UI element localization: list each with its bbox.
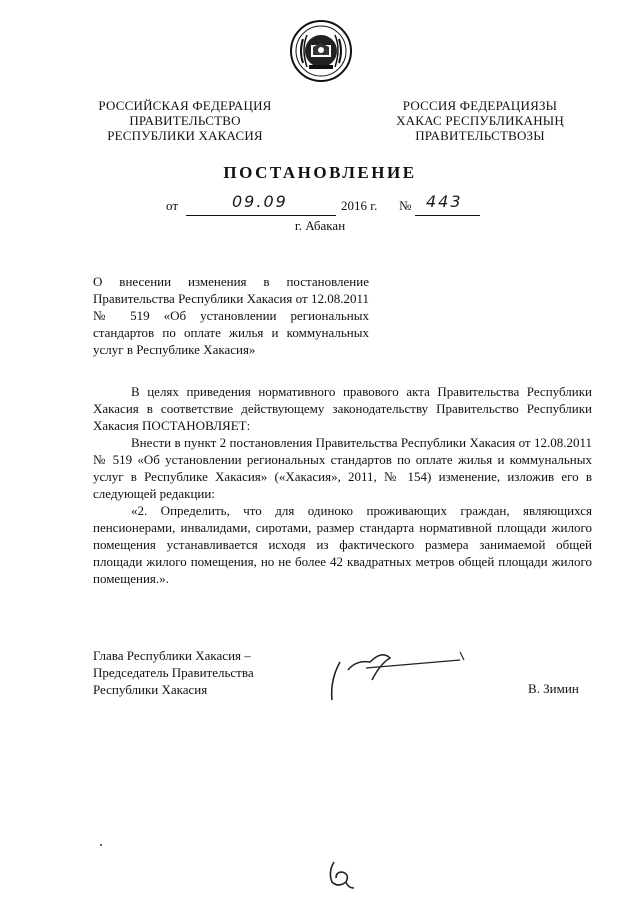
date-handwritten: 09.09: [232, 192, 288, 211]
position-line: Глава Республики Хакасия –: [93, 648, 251, 663]
body-paragraph-2: [93, 434, 592, 502]
signatory-position: [93, 647, 333, 698]
position-line: Республики Хакасия: [93, 682, 208, 697]
header-left-line: РЕСПУБЛИКИ ХАКАСИЯ: [107, 128, 263, 143]
stray-dot: [100, 844, 102, 846]
city: г. Абакан: [294, 218, 346, 233]
paragraph-text: Внести в пункт 2 постановления Правительства Республики Хакасия от 12.08.2011 № 519 «Об установлении региональных стандартов по оплате жилья и коммунальных услуг в Республике Хакасия» («Хакасия», 2011, № 154) изменение, изложив его в следующей редакции:: [93, 435, 592, 501]
header-right-line: ХАКАС РЕСПУБЛИКАНЫҢ: [396, 113, 564, 128]
paragraph-text: В целях приведения нормативного правового акта Правительства Республики Хакасия в соответствие действующему законодательству Правительство Республики Хакасия ПОСТАНОВЛЯЕТ:: [93, 384, 592, 433]
header-right-line: ПРАВИТЕЛЬСТВОЗЫ: [415, 128, 545, 143]
document-title: ПОСТАНОВЛЕНИЕ: [223, 163, 417, 182]
date-prefix: от: [166, 198, 179, 213]
header-left-line: ПРАВИТЕЛЬСТВО: [129, 113, 241, 128]
body-paragraph-3: [93, 502, 592, 587]
header-left: [72, 98, 298, 143]
date-year: 2016 г.: [341, 198, 378, 213]
handwritten-signature-icon: [310, 640, 480, 710]
signatory-name: В. Зимин: [528, 681, 579, 696]
document-subject: О внесении изменения в постановление Правительства Республики Хакасия от 12.08.2011 № 519 «Об установлении региональных стандартов по оплате жилья и коммунальных услуг в Республике Хакасия»: [93, 274, 369, 357]
position-line: Председатель Правительства: [93, 665, 254, 680]
header-left-line: РОССИЙСКАЯ ФЕДЕРАЦИЯ: [98, 98, 272, 113]
header-right: [362, 98, 598, 143]
paragraph-text: «2. Определить, что для одиноко проживающих граждан, являющихся пенсионерами, инвалидами, сиротами, размер стандарта нормативной площади жилого помещения устанавливается исходя из фактического размера занимаемой общей площади жилого помещения, но не более 42 квадратных метров общей площади жилого помещения.».: [93, 503, 592, 586]
header-right-line: РОССИЯ ФЕДЕРАЦИЯЗЫ: [402, 98, 558, 113]
handwritten-mark-icon: [322, 858, 356, 892]
number-handwritten: 443: [426, 192, 463, 211]
coat-of-arms-icon: [289, 19, 353, 83]
number-sign: №: [399, 198, 412, 213]
body-paragraph-1: [93, 383, 592, 434]
